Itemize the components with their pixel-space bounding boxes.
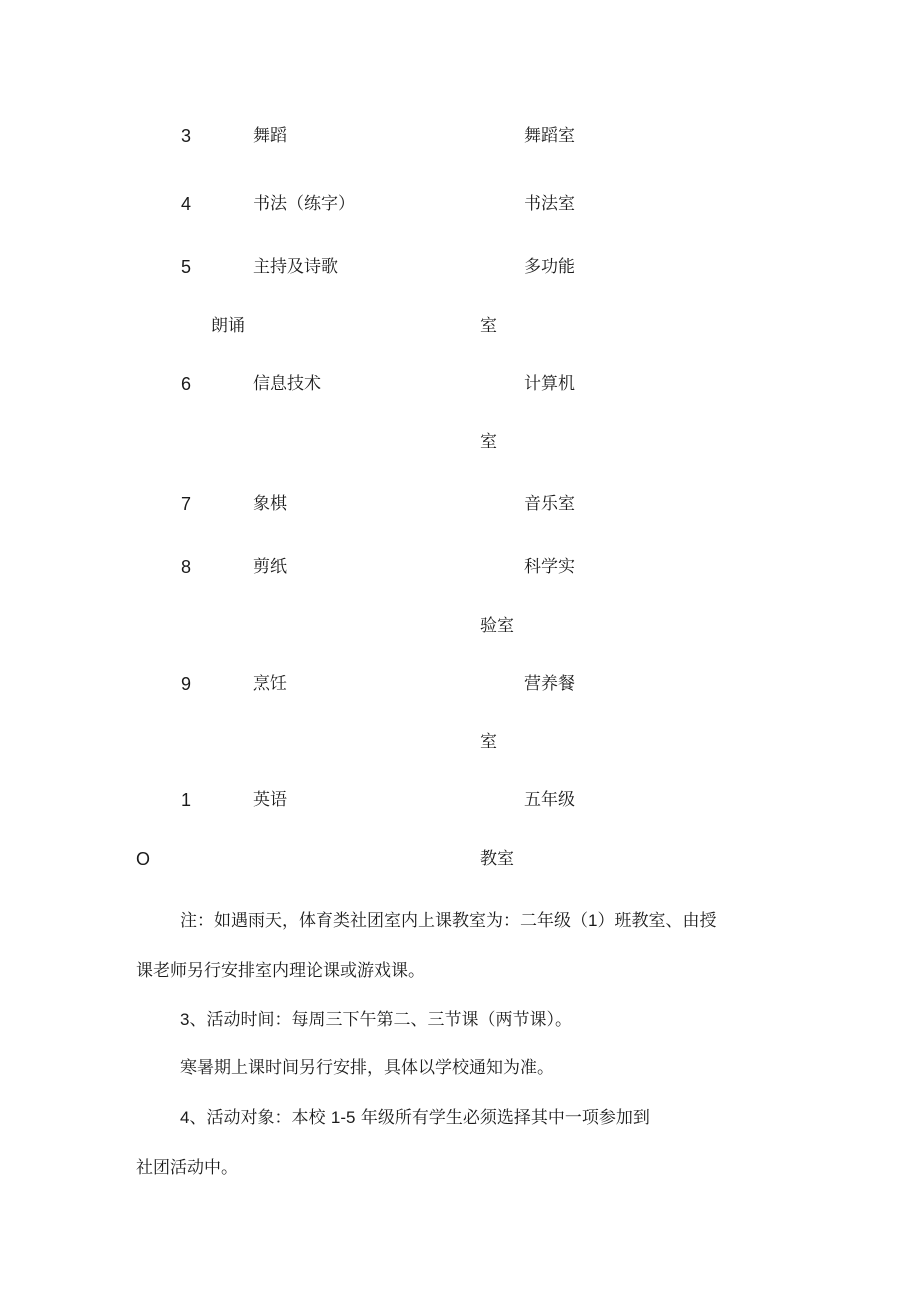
club-room: 多功能 [524,257,575,277]
club-room: 书法室 [524,194,575,214]
activity-target-continued: 社团活动中。 [136,1158,238,1178]
club-room-continued: 室 [480,316,497,336]
grade-range: 1-5 [330,1108,356,1127]
club-room-continued: 室 [480,432,497,452]
club-name: 书法（练字） [253,194,355,214]
note-text: ）班教室、由授 [597,911,717,931]
club-name-continued: 朗诵 [211,316,245,336]
item-text: 、活动时间：每周三下午第二、三节课（两节课）。 [189,1010,572,1030]
club-room: 营养餐 [524,674,575,694]
club-room-continued: 教室 [480,849,514,869]
note-line-1 [180,910,716,932]
row-number: 3 [181,126,192,146]
note-text: 注：如遇雨天，体育类社团室内上课教室为：二年级（ [180,911,588,931]
row-number: 6 [181,374,192,394]
row-number: 5 [181,257,192,277]
row-number: 4 [181,194,192,214]
club-name: 象棋 [253,494,287,514]
club-name: 英语 [253,790,287,810]
club-name: 信息技术 [253,374,321,394]
club-room-continued: 验室 [480,616,514,636]
item-number: 4 [180,1108,190,1127]
note-class-number: 1 [588,911,598,930]
club-room: 五年级 [524,790,575,810]
activity-time [180,1009,572,1031]
activity-time-extra: 寒暑期上课时间另行安排，具体以学校通知为准。 [180,1058,554,1078]
club-room: 音乐室 [524,494,575,514]
row-number-continued: O [136,849,151,869]
club-name: 主持及诗歌 [253,257,338,277]
club-name: 舞蹈 [253,126,287,146]
club-name: 剪纸 [253,557,287,577]
item-text: 、活动对象：本校 [189,1108,331,1128]
club-room: 计算机 [524,374,575,394]
row-number: 9 [181,674,192,694]
item-number: 3 [180,1010,190,1029]
activity-target [180,1107,650,1129]
note-line-2: 课老师另行安排室内理论课或游戏课。 [136,961,425,981]
row-number: 8 [181,557,192,577]
club-name: 烹饪 [253,674,287,694]
club-room: 舞蹈室 [524,126,575,146]
item-text: 年级所有学生必须选择其中一项参加到 [355,1108,650,1128]
row-number: 7 [181,494,192,514]
club-room: 科学实 [524,557,575,577]
club-room-continued: 室 [480,732,497,752]
row-number: 1 [181,790,192,810]
